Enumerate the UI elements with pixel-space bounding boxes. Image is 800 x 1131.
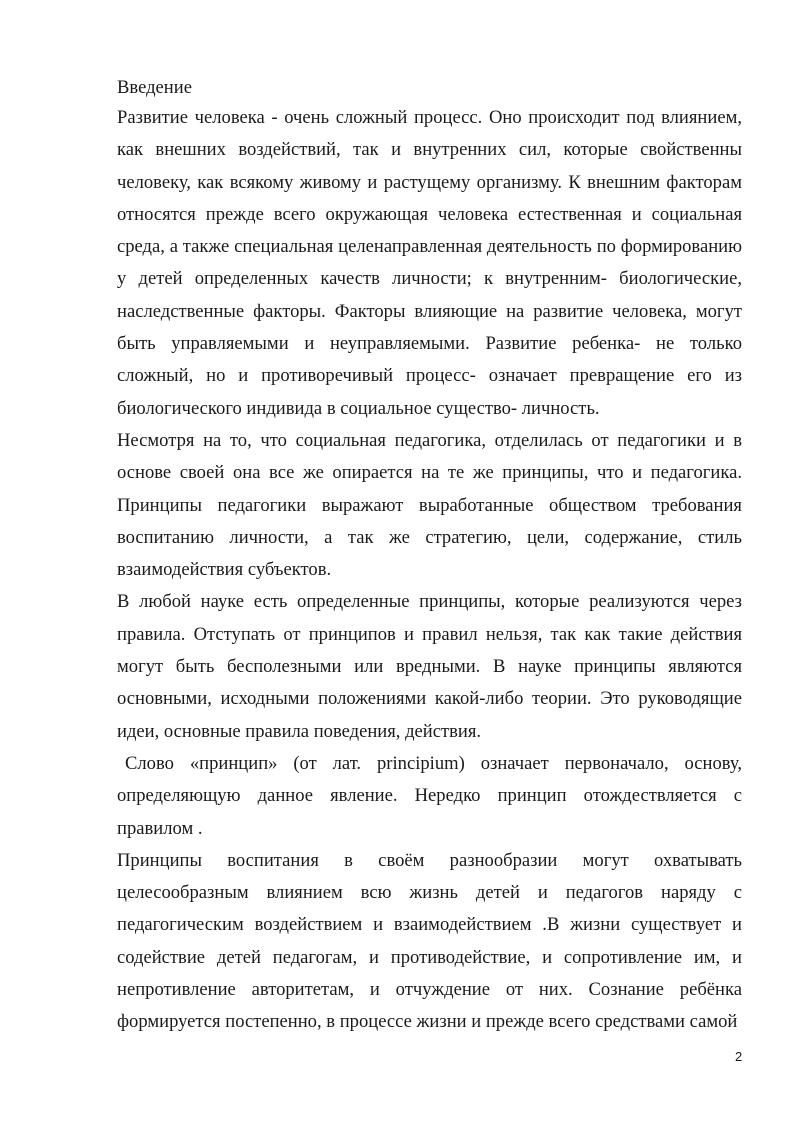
paragraph-science-principles: В любой науке есть определенные принципы, которые реализуются через правила. Отступать от принципов и правил нельзя, так как такие действия могут быть бесполезными или вредными. В науке принципы являются основными, исходными положениями какой-либо теории. Это руководящие идеи, основные правила поведения, действия. <box>117 591 742 742</box>
document-body <box>117 74 742 1039</box>
paragraph-principle-definition: Слово «принцип» (от лат. principium) означает первоначало, основу, определяющую данное явление. Нередко принцип отождествляется с правилом . <box>117 752 742 839</box>
page-number: 2 <box>735 1049 743 1064</box>
paragraph-education-principles: Принципы воспитания в своём разнообразии могут охватывать целесообразным влиянием всю жизнь детей и педагогов наряду с педагогическим воздействием и взаимодействием .В жизни существует и содействие детей педагогам, и противодействие, и сопротивление им, и непротивление авторитетам, и отчуждение от них. Сознание ребёнка формируется постепенно, в процессе жизни и прежде всего средствами самой <box>117 849 742 1033</box>
paragraph-social-pedagogy: Несмотря на то, что социальная педагогика, отделилась от педагогики и в основе своей она все же опирается на те же принципы, что и педагогика. Принципы педагогики выражают выработанные обществом требования воспитанию личности, а так же стратегию, цели, содержание, стиль взаимодействия субъектов. <box>117 429 742 581</box>
paragraph-human-development: Развитие человека - очень сложный процесс. Оно происходит под влиянием, как внешних воздействий, так и внутренних сил, которые свойственны человеку, как всякому живому и растущему организму. К внешним факторам относятся прежде всего окружающая человека естественная и социальная среда, а также специальная целенаправленная деятельность по формированию у детей определенных качеств личности; к внутренним- биологические, наследственные факторы. Факторы влияющие на развитие человека, могут быть управляемыми и неуправляемыми. Развитие ребенка- не только сложный, но и противоречивый процесс- означает превращение его из биологического индивида в социальное существо- личность. <box>117 107 742 419</box>
section-heading: Введение <box>117 77 192 98</box>
